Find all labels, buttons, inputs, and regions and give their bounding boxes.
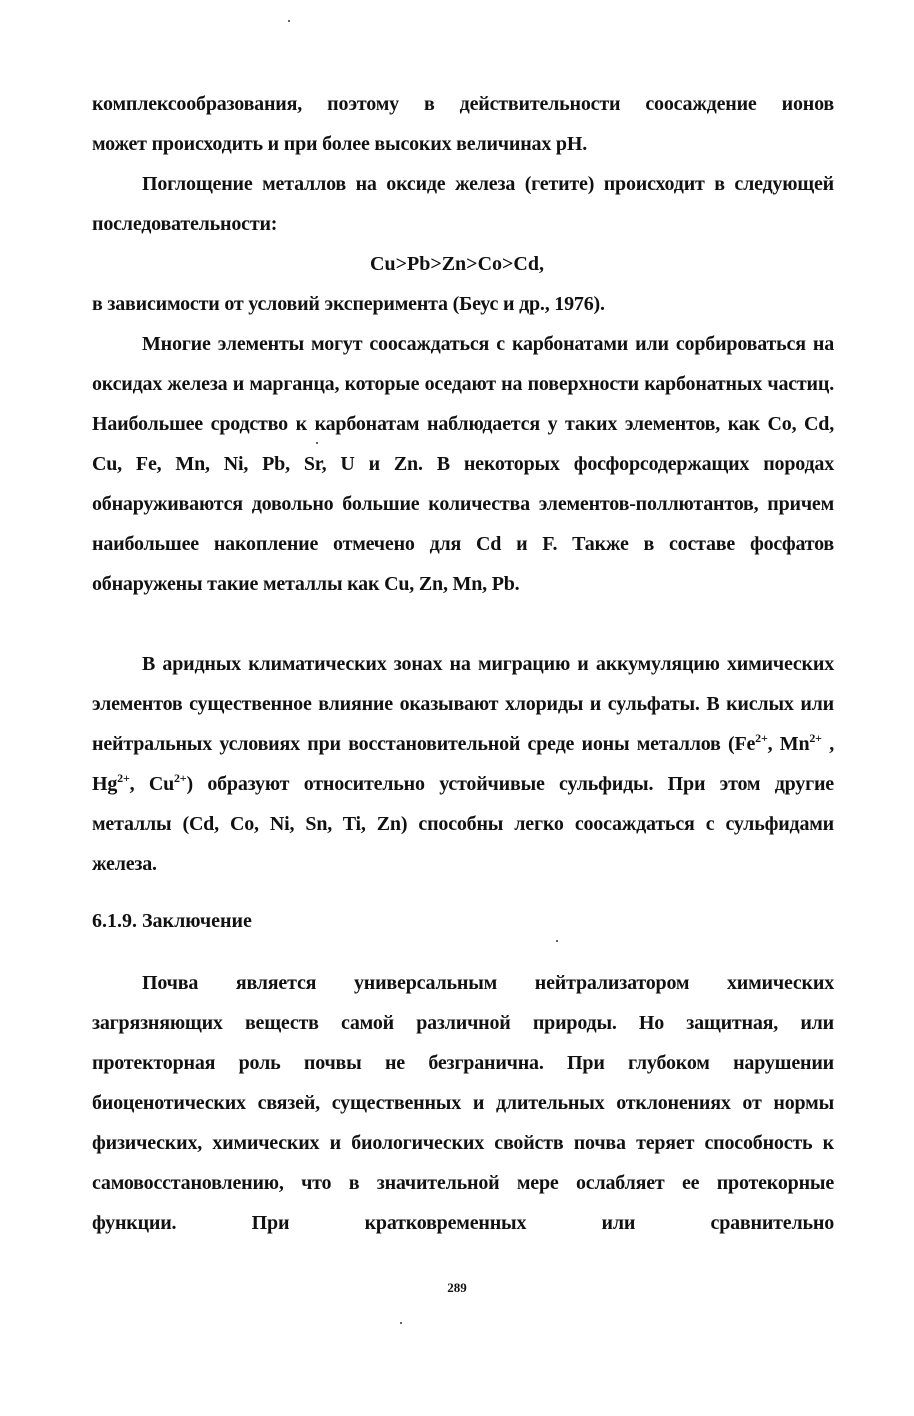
paragraph-reference: в зависимости от условий эксперимента (Беус и др., 1976). <box>92 293 605 315</box>
superscript: 2+ <box>809 731 822 745</box>
metal-sequence: Cu>Pb>Zn>Co>Cd, <box>370 253 544 275</box>
paragraph-line: комплексообразования, поэтому в действительности соосаждение ионов <box>92 93 834 115</box>
section-heading: 6.1.9. Заключение <box>92 910 252 932</box>
text-run: , Mn <box>767 733 810 755</box>
paragraph-arid-zones <box>92 644 834 884</box>
superscript: 2+ <box>117 771 130 785</box>
text-run: В аридных климатических зонах на миграцию и аккумуляцию химических элементов существенное влияние оказывают хлориды и сульфаты. В кислых или нейтральных условиях при восстановительной среде ионы металлов (Fe <box>92 653 834 755</box>
text-run: , Cu <box>129 773 174 795</box>
scan-speck <box>316 442 318 444</box>
paragraph-carbonates: Многие элементы могут соосаждаться с карбонатами или сорбироваться на оксидах железа и марганца, которые оседают на поверхности карбонатных частиц. Наибольшее сродство к карбонатам наблюдается у таких элементов, как Co, Cd, Cu, Fe, Mn, Ni, Pb, Sr, U и Zn. В некоторых фосфорсодержащих породах обнаруживаются довольно большие количества элементов-поллютантов, причем наибольшее накопление отмечено для Cd и F. Также в составе фосфатов обнаружены такие металлы как Cu, Zn, Mn, Pb. <box>92 333 834 595</box>
text-run: , Hg <box>92 733 834 795</box>
superscript: 2+ <box>755 731 768 745</box>
text-run: ) образуют относительно устойчивые сульфиды. При этом другие металлы (Cd, Co, Ni, Sn, Ti, Zn) способны легко соосаждаться с сульфидами железа. <box>92 773 834 875</box>
paragraph-goethite: Поглощение металлов на оксиде железа (гетите) происходит в следующей последовательности: <box>92 173 834 235</box>
paragraph-conclusion: Почва является универсальным нейтрализатором химических загрязняющих веществ самой различной природы. Но защитная, или протекторная роль почвы не безгранична. При глубоком нарушении биоценотических связей, существенных и длительных отклонениях от нормы физических, химических и биологических свойств почва теряет способность к самовосстановлению, что в значительной мере ослабляет ее протекорные функции. При кратковременных или сравнительно <box>92 972 834 1234</box>
scan-speck <box>400 1322 402 1324</box>
scan-speck <box>556 940 558 942</box>
paragraph-line: может происходить и при более высоких величинах pH. <box>92 133 587 155</box>
superscript: 2+ <box>174 771 187 785</box>
scan-speck <box>288 20 290 22</box>
page-number: 289 <box>447 1280 467 1295</box>
